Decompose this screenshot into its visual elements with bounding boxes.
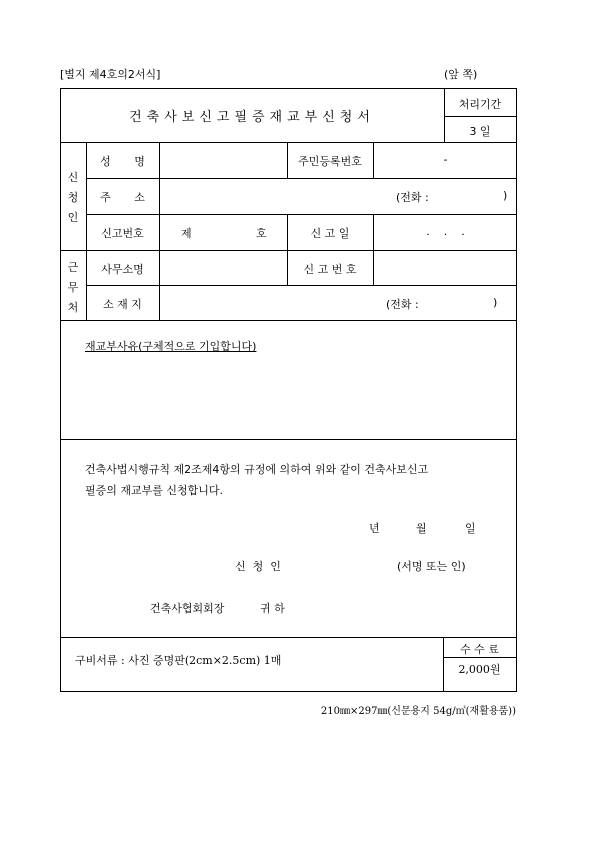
fee-label: 수 수 료 xyxy=(460,643,499,656)
address-phone-label: (전화 : xyxy=(396,191,429,204)
fee-value: 2,000원 xyxy=(458,663,501,676)
location-phone-label: (전화 : xyxy=(386,298,419,311)
form-title: 건축사보신고필증재교부신청서 xyxy=(129,110,375,125)
address-label: 주 소 xyxy=(100,191,145,204)
address-phone-close: ) xyxy=(503,189,508,202)
name-field[interactable] xyxy=(161,144,285,177)
side-label: (앞 쪽) xyxy=(444,68,478,81)
report-number-suffix: 호 xyxy=(256,227,267,240)
paper-specification: 210㎜×297㎜(신문용지 54g/㎡(재활용품)) xyxy=(320,706,516,717)
report-date-label: 신 고 일 xyxy=(310,227,350,240)
location-label: 소 재 지 xyxy=(103,298,142,311)
processing-period-label: 처리기간 xyxy=(458,98,502,111)
workplace-section-label: 근 무 처 xyxy=(67,261,79,314)
declaration-line-2: 필증의 재교부를 신청합니다. xyxy=(85,484,224,497)
office-name-field[interactable] xyxy=(161,252,285,284)
office-name-label: 사무소명 xyxy=(101,263,144,276)
recipient-label: 건축사협회회장 xyxy=(150,602,225,615)
date-month-label: 월 xyxy=(416,522,427,535)
report-date-field[interactable]: . . . xyxy=(426,225,465,238)
signature-or-seal-label: (서명 또는 인) xyxy=(397,560,466,573)
honorific-label: 귀 하 xyxy=(260,602,285,615)
reason-field[interactable] xyxy=(62,356,514,436)
date-year-label: 년 xyxy=(369,522,380,535)
report-number-label: 신고번호 xyxy=(101,227,144,240)
workplace-report-number-field[interactable] xyxy=(375,252,515,284)
location-field[interactable] xyxy=(161,287,515,319)
report-number-prefix: 제 xyxy=(181,227,192,240)
reason-label: 재교부사유(구체적으로 기입합니다) xyxy=(85,340,257,353)
location-phone-close: ) xyxy=(493,296,498,309)
resident-number-field[interactable]: - xyxy=(443,153,448,166)
name-label: 성 명 xyxy=(100,155,145,168)
processing-period-value: 3 일 xyxy=(469,125,491,138)
required-documents: 구비서류 : 사진 증명판(2cm×2.5cm) 1매 xyxy=(75,654,282,667)
declaration-line-1: 건축사법시행규칙 제2조제4항의 규정에 의하여 위와 같이 건축사보신고 xyxy=(85,463,429,476)
form-number: [별지 제4호의2서식] xyxy=(60,68,161,81)
workplace-report-number-label: 신 고 번 호 xyxy=(303,263,357,276)
applicant-signature-label: 신 청 인 xyxy=(235,560,281,573)
applicant-section-label: 신 청 인 xyxy=(67,171,79,224)
resident-number-label: 주민등록번호 xyxy=(298,155,362,168)
date-day-label: 일 xyxy=(465,522,476,535)
address-field[interactable] xyxy=(161,180,515,213)
